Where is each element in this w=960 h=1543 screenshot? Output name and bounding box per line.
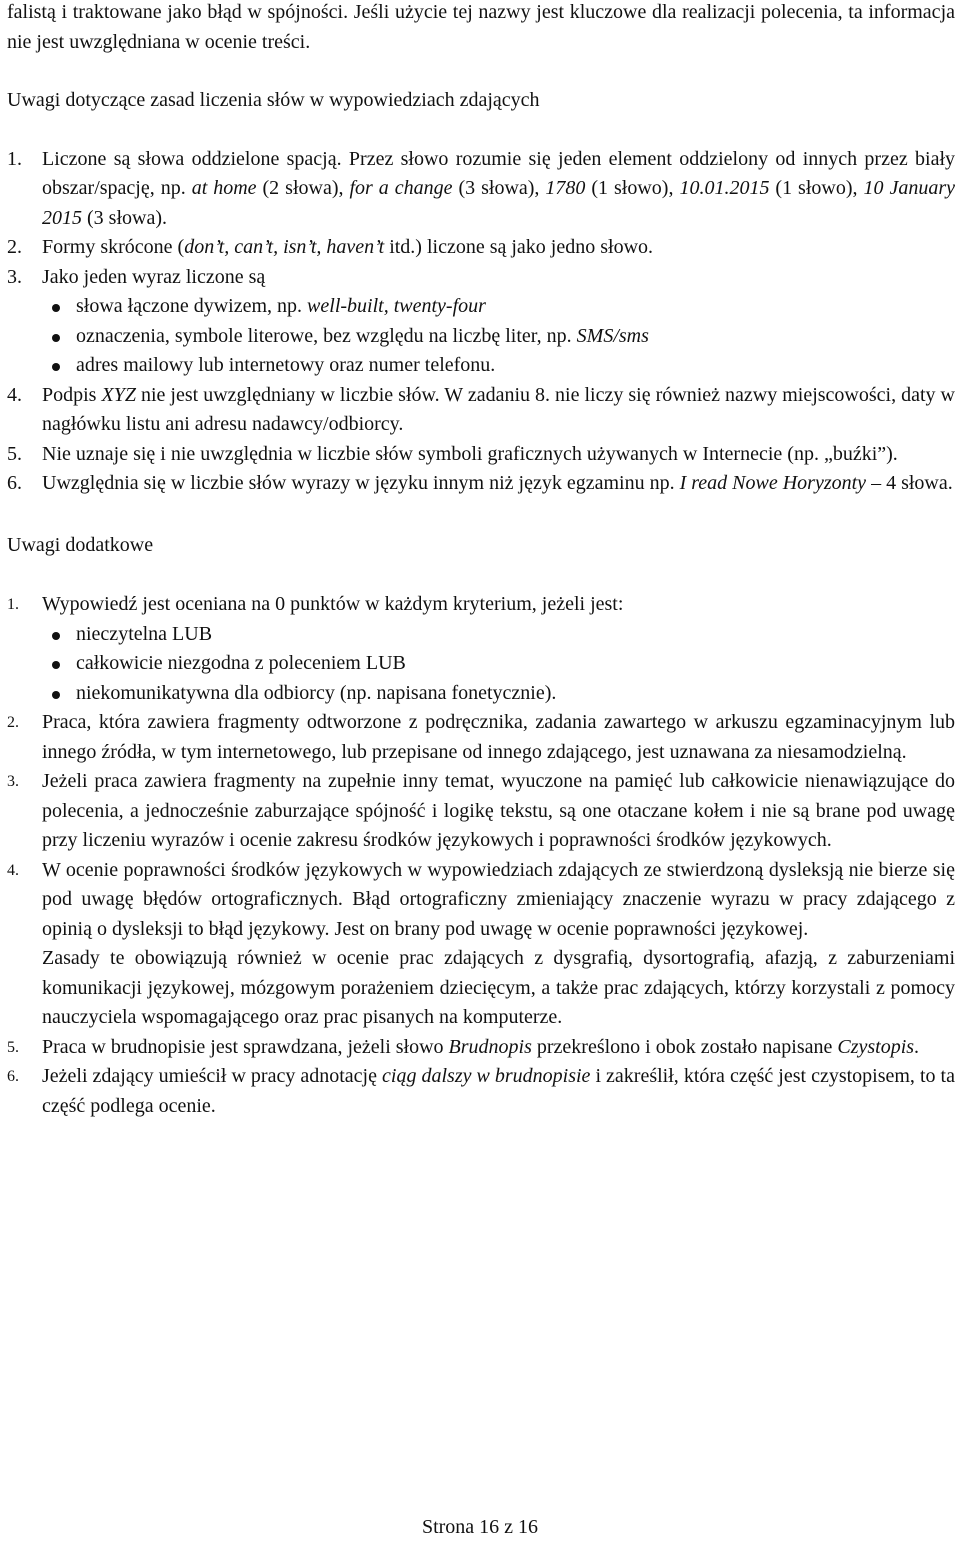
item-text: Liczone są słowa oddzielone spacją. Przez słowo rozumie się jeden element oddzielony od innych przez biały obszar/spację, np. at home (2 słowa), for a change (3 słowa), 1780 (1 słowo), 10.01.2015 (1 słowo), 10 January 2015 (3 słowa). [42,147,955,229]
additional-notes-list [7,590,955,1121]
document-page [7,0,955,1121]
item-text: Wypowiedź jest oceniana na 0 punktów w każdym kryterium, jeżeli jest: [42,593,624,615]
list-item [7,469,955,499]
word-count-list [7,145,955,499]
item-text: Praca w brudnopisie jest sprawdzana, jeżeli słowo Brudnopis przekreślono i obok zostało napisane Czystopis. [42,1035,920,1058]
item-number: 1. [7,147,22,170]
item-text: Nie uznaje się i nie uwzględnia w liczbie słów symboli graficznych używanych w Internecie (np. „buźki”). [42,442,898,465]
bullet-item: adres mailowy lub internetowy oraz numer telefonu. [42,351,955,381]
bullet-list [42,292,955,381]
item-number: 6. [7,472,22,494]
page-number: Strona 16 z 16 [421,1516,539,1538]
item-number: 4. [7,861,19,879]
item-number: 3. [7,773,19,790]
item-body [42,590,955,708]
item-number: 1. [7,596,19,613]
bullet-list [42,620,955,709]
list-item [7,708,955,767]
list-item [7,233,955,263]
item-text: Podpis XYZ nie jest uwzględniany w liczbie słów. W zadaniu 8. nie liczy się również nazwy miejscowości, daty w nagłówku listu ani adresu nadawcy/odbiorcy. [42,383,955,435]
list-item [7,145,955,234]
list-item [7,856,955,1033]
intro-paragraph: falistą i traktowane jako błąd w spójności. Jeśli użycie tej nazwy jest kluczowe dla realizacji polecenia, ta informacja nie jest uwzględniana w ocenie treści. [7,1,955,53]
item-text: Formy skrócone (don’t, can’t, isn’t, haven’t itd.) liczone są jako jedno słowo. [42,236,654,258]
item-number: 6. [7,1068,19,1085]
item-text: Praca, która zawiera fragmenty odtworzone z podręcznika, zadania zawartego w arkuszu egzaminacyjnym lub innego źródła, w tym internetowego, lub przepisane od innego zdającego, jest uznawana za niesamodzielną. [42,711,955,763]
additional-notes-heading: Uwagi dodatkowe [7,533,154,556]
bullet-item: oznaczenia, symbole literowe, bez względu na liczbę liter, np. SMS/sms [42,322,955,352]
item-number: 4. [7,383,22,406]
list-item [7,767,955,856]
item-body [42,263,955,381]
list-item [7,590,955,708]
item-text: Jeżeli praca zawiera fragmenty na zupełnie inny temat, wyuczone na pamięć lub całkowicie nienawiązujące do polecenia, a jednocześnie zaburzające spójność i logikę tekstu, są one otaczane kołem i nie są brane pod uwagę przy liczeniu wyrazów i ocenie zakresu środków językowych i poprawności środków językowych. [42,770,955,851]
list-item [7,263,955,381]
item-number: 2. [7,714,19,731]
list-item [7,1033,955,1063]
bullet-item: słowa łączone dywizem, np. well-built, twenty-four [42,292,955,322]
item-number: 2. [7,236,22,258]
item-text: Uwzględnia się w liczbie słów wyrazy w języku innym niż język egzaminu np. I read Nowe Horyzonty – 4 słowa. [42,472,953,494]
word-count-heading: Uwagi dotyczące zasad liczenia słów w wypowiedziach zdających [7,89,540,111]
item-text: Zasady te obowiązują również w ocenie prac zdających z dysgrafią, dysortografią, afazją, z zaburzeniami komunikacji językowej, mózgowym porażeniem dziecięcym, a także prac zdających, którzy korzystali z pomocy nauczyciela wspomagającego oraz prac pisanych na komputerze. [42,947,955,1028]
item-number: 3. [7,265,22,288]
item-number: 5. [7,442,22,465]
bullet-item: całkowicie niezgodna z poleceniem LUB [42,649,955,679]
list-item [7,440,955,470]
bullet-item: nieczytelna LUB [42,620,955,650]
item-body [42,856,955,1033]
item-text: Jeżeli zdający umieścił w pracy adnotację ciąg dalszy w brudnopisie i zakreślił, która część jest czystopisem, to ta część podlega ocenie. [42,1065,955,1117]
item-text: Jako jeden wyraz liczone są [42,265,266,288]
list-item [7,381,955,440]
list-item [7,1062,955,1121]
bullet-item: niekomunikatywna dla odbiorcy (np. napisana fonetycznie). [42,679,955,709]
item-number: 5. [7,1038,19,1056]
item-text: W ocenie poprawności środków językowych w wypowiedziach zdających ze stwierdzoną dysleksją nie bierze się pod uwagę błędów ortograficznych. Błąd ortograficzny zmieniający znaczenie wyrazu w pracy zdającego z opinią o dysleksji to błąd językowy. Jest on brany pod uwagę w ocenie poprawności językowej. [42,858,955,940]
